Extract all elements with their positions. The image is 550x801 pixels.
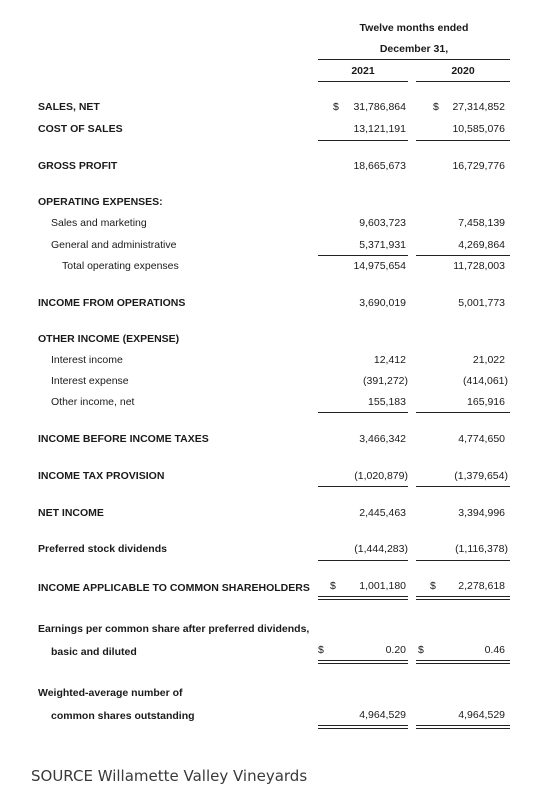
dollar-sign: $ — [330, 580, 336, 592]
value-income-before-tax-2021: 3,466,342 — [359, 433, 406, 445]
column-header-2021: 2021 — [351, 65, 375, 77]
row-label-eps-line1: Earnings per common share after preferred dividends, — [38, 623, 310, 635]
row-label-sales-net: SALES, NET — [38, 101, 100, 113]
value-interest-income-2020: 21,022 — [472, 354, 505, 366]
value-interest-expense-2020: (414,061) — [463, 375, 508, 387]
value-general-admin-2020: 4,269,864 — [458, 239, 505, 251]
value-sales-net-2020: 27,314,852 — [452, 101, 505, 113]
value-tax-provision-2020: (1,379,654) — [454, 470, 508, 482]
row-label-cost-of-sales: COST OF SALES — [38, 123, 123, 135]
value-income-common-2020: 2,278,618 — [458, 580, 505, 592]
total-double-rule — [318, 596, 408, 600]
column-rule-2020 — [416, 81, 510, 82]
value-income-before-tax-2020: 4,774,650 — [458, 433, 505, 445]
row-label-income-from-ops: INCOME FROM OPERATIONS — [38, 297, 186, 309]
total-double-rule — [416, 725, 510, 729]
row-label-weighted-avg-line1: Weighted-average number of — [38, 687, 183, 699]
value-cost-of-sales-2020: 10,585,076 — [452, 123, 505, 135]
value-interest-expense-2021: (391,272) — [363, 375, 408, 387]
value-income-from-ops-2021: 3,690,019 — [359, 297, 406, 309]
row-label-gross-profit: GROSS PROFIT — [38, 160, 118, 172]
value-total-opex-2020: 11,728,003 — [453, 260, 505, 272]
row-label-other-income-net: Other income, net — [51, 396, 135, 408]
section-label-operating-expenses: OPERATING EXPENSES: — [38, 196, 163, 208]
subtotal-rule — [318, 255, 408, 256]
row-label-weighted-avg-line2: common shares outstanding — [51, 710, 195, 722]
row-label-income-before-tax: INCOME BEFORE INCOME TAXES — [38, 433, 209, 445]
header-rule — [318, 59, 510, 60]
row-label-preferred-dividends: Preferred stock dividends — [38, 543, 167, 555]
value-eps-2021: 0.20 — [385, 644, 406, 656]
total-double-rule — [318, 725, 408, 729]
subtotal-rule — [318, 486, 408, 487]
value-interest-income-2021: 12,412 — [373, 354, 406, 366]
period-header-line2: December 31, — [379, 43, 449, 55]
row-label-eps-line2: basic and diluted — [51, 646, 137, 658]
total-double-rule — [416, 596, 510, 600]
value-gross-profit-2020: 16,729,776 — [452, 160, 505, 172]
row-label-interest-income: Interest income — [51, 354, 123, 366]
value-total-opex-2021: 14,975,654 — [353, 260, 406, 272]
value-net-income-2020: 3,394,996 — [458, 507, 505, 519]
value-other-income-net-2021: 155,183 — [368, 396, 406, 408]
value-sales-net-2021: 31,786,864 — [353, 101, 406, 113]
dollar-sign: $ — [333, 101, 339, 113]
source-credit: SOURCE Willamette Valley Vineyards — [31, 767, 308, 785]
subtotal-rule — [318, 412, 408, 413]
row-label-income-common: INCOME APPLICABLE TO COMMON SHAREHOLDERS — [38, 582, 310, 594]
value-income-from-ops-2020: 5,001,773 — [458, 297, 505, 309]
row-label-sales-marketing: Sales and marketing — [51, 217, 147, 229]
subtotal-rule — [416, 255, 510, 256]
value-eps-2020: 0.46 — [484, 644, 505, 656]
row-label-general-admin: General and administrative — [51, 239, 177, 251]
row-label-tax-provision: INCOME TAX PROVISION — [38, 470, 165, 482]
row-label-interest-expense: Interest expense — [51, 375, 129, 387]
subtotal-rule — [416, 560, 510, 561]
value-weighted-avg-2020: 4,964,529 — [458, 709, 505, 721]
value-general-admin-2021: 5,371,931 — [359, 239, 406, 251]
value-preferred-dividends-2020: (1,116,378) — [455, 543, 508, 555]
value-net-income-2021: 2,445,463 — [359, 507, 406, 519]
value-sales-marketing-2020: 7,458,139 — [458, 217, 505, 229]
period-header-line1: Twelve months ended — [359, 22, 469, 34]
total-double-rule — [416, 660, 510, 664]
total-double-rule — [318, 660, 408, 664]
dollar-sign: $ — [433, 101, 439, 113]
subtotal-rule — [318, 560, 408, 561]
subtotal-rule — [416, 486, 510, 487]
subtotal-rule — [416, 140, 510, 141]
value-gross-profit-2021: 18,665,673 — [353, 160, 406, 172]
subtotal-rule — [416, 412, 510, 413]
column-rule-2021 — [318, 81, 408, 82]
dollar-sign: $ — [318, 644, 324, 656]
section-label-other-income: OTHER INCOME (EXPENSE) — [38, 333, 180, 345]
value-tax-provision-2021: (1,020,879) — [354, 470, 408, 482]
dollar-sign: $ — [418, 644, 424, 656]
value-cost-of-sales-2021: 13,121,191 — [353, 123, 406, 135]
subtotal-rule — [318, 140, 408, 141]
value-preferred-dividends-2021: (1,444,283) — [354, 543, 408, 555]
value-weighted-avg-2021: 4,964,529 — [359, 709, 406, 721]
value-sales-marketing-2021: 9,603,723 — [359, 217, 406, 229]
dollar-sign: $ — [430, 580, 436, 592]
row-label-total-opex: Total operating expenses — [62, 260, 179, 272]
column-header-2020: 2020 — [451, 65, 475, 77]
value-income-common-2021: 1,001,180 — [359, 580, 406, 592]
value-other-income-net-2020: 165,916 — [467, 396, 505, 408]
row-label-net-income: NET INCOME — [38, 507, 104, 519]
